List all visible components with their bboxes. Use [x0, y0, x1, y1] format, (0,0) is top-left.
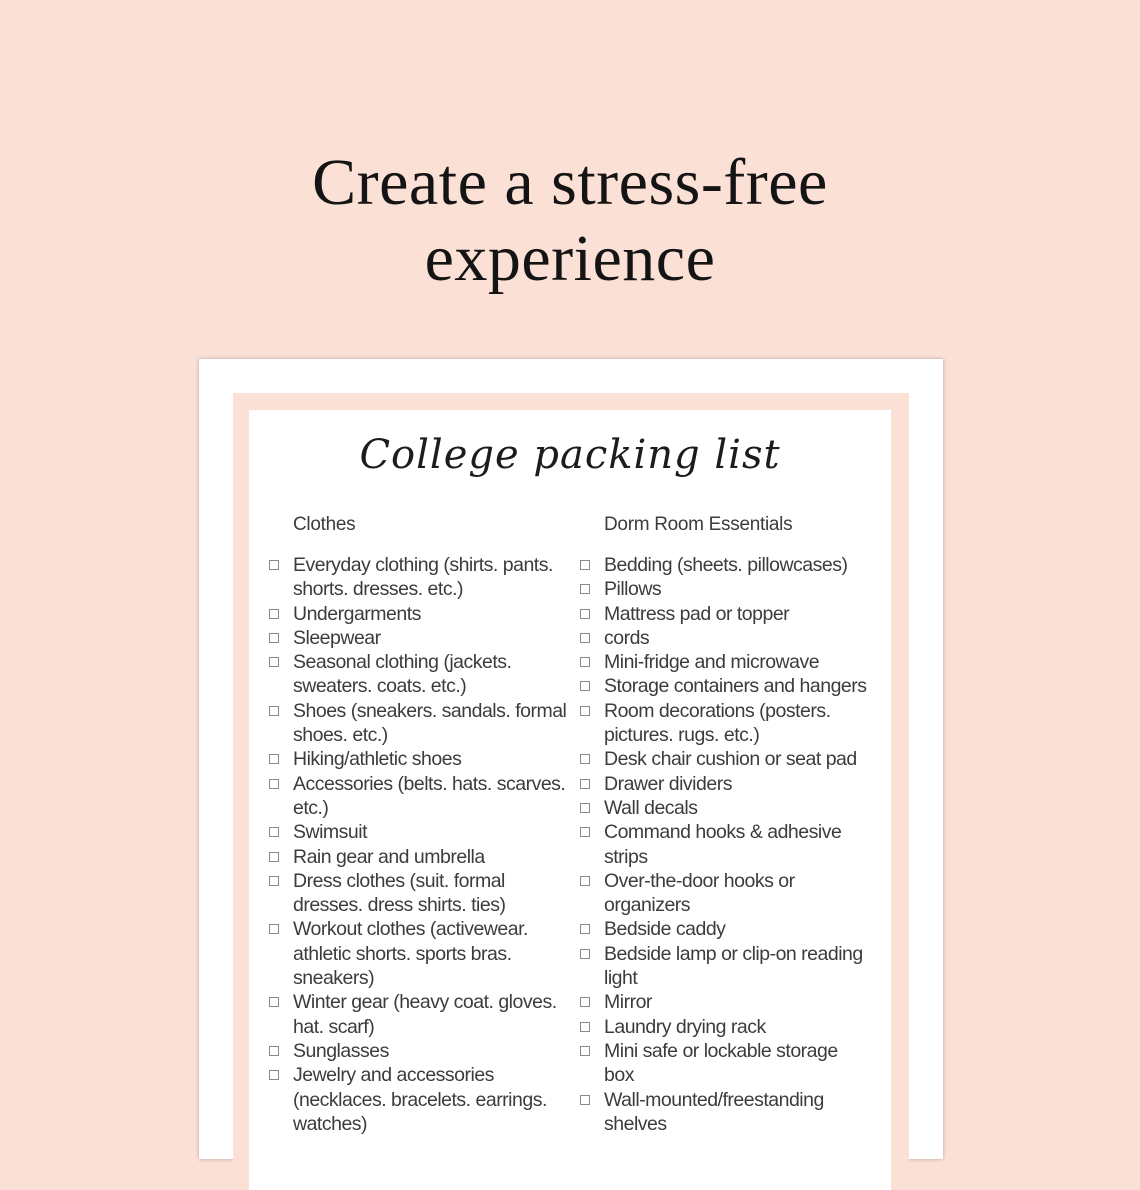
clothes-item	[267, 626, 557, 650]
checkbox-icon[interactable]	[580, 1046, 590, 1056]
dorm-item	[578, 626, 868, 650]
dorm-item-text: light	[604, 967, 638, 990]
checkbox-icon[interactable]	[269, 876, 279, 886]
dorm-item-text: strips	[604, 845, 648, 868]
clothes-item	[267, 553, 557, 602]
clothes-item	[267, 699, 567, 748]
clothes-item-text: watches)	[293, 1112, 368, 1135]
checkbox-icon[interactable]	[580, 779, 590, 789]
clothes-item	[267, 1039, 557, 1063]
clothes-item-text: etc.)	[293, 796, 329, 819]
dorm-item-text: Wall-mounted/freestanding	[604, 1088, 824, 1111]
dorm-item-text: Mirror	[604, 991, 652, 1014]
clothes-item-text: Shoes (sneakers. sandals. formal	[293, 699, 567, 722]
dorm-heading: Dorm Room Essentials	[604, 514, 793, 535]
checkbox-icon[interactable]	[580, 657, 590, 667]
headline-line-1: Create a stress-free	[312, 146, 828, 219]
clothes-item	[267, 869, 557, 918]
clothes-item-text: Workout clothes (activewear.	[293, 918, 528, 941]
checkbox-icon[interactable]	[580, 949, 590, 959]
clothes-item-text: shorts. dresses. etc.)	[293, 578, 463, 601]
dorm-item-text: Room decorations (posters.	[604, 699, 831, 722]
clothes-item-text: Winter gear (heavy coat. gloves.	[293, 991, 557, 1014]
checkbox-icon[interactable]	[580, 1095, 590, 1105]
dorm-list	[578, 553, 868, 1136]
clothes-item-text: shoes. etc.)	[293, 724, 388, 747]
clothes-item	[267, 747, 557, 771]
dorm-item-text: Mini-fridge and microwave	[604, 651, 820, 674]
dorm-item-text: Over-the-door hooks or	[604, 869, 795, 892]
clothes-item-text: Hiking/athletic shoes	[293, 748, 462, 771]
dorm-item	[578, 1015, 868, 1039]
clothes-item-text: Jewelry and accessories	[293, 1064, 494, 1087]
clothes-item-text: Dress clothes (suit. formal	[293, 869, 505, 892]
dorm-item-text: Bedside caddy	[604, 918, 726, 941]
checkbox-icon[interactable]	[269, 1070, 279, 1080]
checkbox-icon[interactable]	[269, 924, 279, 934]
checkbox-icon[interactable]	[580, 997, 590, 1007]
dorm-item-text: Wall decals	[604, 796, 698, 819]
clothes-item-text: Accessories (belts. hats. scarves.	[293, 772, 566, 795]
checkbox-icon[interactable]	[580, 876, 590, 886]
clothes-item	[267, 820, 557, 844]
dorm-item	[578, 602, 868, 626]
clothes-item	[267, 602, 557, 626]
headline-line-2: experience	[424, 222, 716, 295]
dorm-item	[578, 674, 868, 698]
clothes-item-text: sneakers)	[293, 967, 375, 990]
clothes-item-text: Rain gear and umbrella	[293, 845, 485, 868]
checkbox-icon[interactable]	[269, 779, 279, 789]
checkbox-icon[interactable]	[269, 827, 279, 837]
clothes-item-text: Seasonal clothing (jackets.	[293, 651, 512, 674]
dorm-item-text: cords	[604, 626, 650, 649]
dorm-column	[578, 513, 868, 1136]
dorm-item-text: Command hooks & adhesive	[604, 821, 842, 844]
clothes-item	[267, 845, 557, 869]
dorm-item-text: shelves	[604, 1112, 667, 1135]
clothes-item-text: Swimsuit	[293, 821, 368, 844]
dorm-item-text: box	[604, 1064, 634, 1087]
dorm-item-text: Storage containers and hangers	[604, 675, 867, 698]
checkbox-icon[interactable]	[269, 657, 279, 667]
checkbox-icon[interactable]	[269, 633, 279, 643]
dorm-item-text: Mini safe or lockable storage	[604, 1039, 838, 1062]
headline	[0, 145, 1140, 297]
clothes-item-text: Sunglasses	[293, 1039, 389, 1062]
clothes-item	[267, 650, 557, 699]
dorm-item-text: Desk chair cushion or seat pad	[604, 748, 857, 771]
clothes-item-text: Sleepwear	[293, 626, 381, 649]
clothes-item	[267, 1063, 557, 1136]
checkbox-icon[interactable]	[269, 609, 279, 619]
clothes-column	[267, 513, 567, 1136]
dorm-item-text: Bedding (sheets. pillowcases)	[604, 554, 848, 576]
checkbox-icon[interactable]	[580, 609, 590, 619]
checkbox-icon[interactable]	[580, 706, 590, 716]
clothes-item	[267, 917, 557, 990]
packing-list-sheet	[199, 359, 943, 1159]
clothes-list	[267, 553, 567, 1136]
dorm-item	[578, 820, 868, 869]
sheet-border	[233, 393, 909, 1173]
dorm-item-text: Mattress pad or topper	[604, 602, 790, 625]
dorm-item	[578, 772, 868, 796]
clothes-item-text: Everyday clothing (shirts. pants.	[293, 554, 553, 576]
checkbox-icon[interactable]	[580, 584, 590, 594]
list-title: College packing list	[359, 432, 781, 478]
dorm-item-text: Bedside lamp or clip-on reading	[604, 942, 863, 965]
sheet-content	[249, 410, 891, 1190]
dorm-item-text: Drawer dividers	[604, 772, 732, 795]
checkbox-icon[interactable]	[269, 706, 279, 716]
dorm-item-text: pictures. rugs. etc.)	[604, 724, 760, 747]
checkbox-icon[interactable]	[580, 1022, 590, 1032]
dorm-item	[578, 747, 868, 771]
checkbox-icon[interactable]	[580, 633, 590, 643]
checkbox-icon[interactable]	[269, 997, 279, 1007]
dorm-item	[578, 1088, 868, 1137]
dorm-item-text: organizers	[604, 894, 691, 917]
checkbox-icon[interactable]	[269, 754, 279, 764]
checkbox-icon[interactable]	[269, 560, 279, 570]
checkbox-icon[interactable]	[269, 1046, 279, 1056]
dorm-item	[578, 942, 868, 991]
checkbox-icon[interactable]	[580, 560, 590, 570]
clothes-item	[267, 772, 566, 821]
checkbox-icon[interactable]	[580, 827, 590, 837]
checkbox-icon[interactable]	[580, 681, 590, 691]
dorm-item	[578, 990, 868, 1014]
checkbox-icon[interactable]	[580, 754, 590, 764]
clothes-item-text: hat. scarf)	[293, 1015, 375, 1038]
dorm-item-text: Pillows	[604, 578, 662, 601]
clothes-item-text: dresses. dress shirts. ties)	[293, 894, 506, 917]
clothes-item	[267, 990, 557, 1039]
dorm-item	[578, 796, 868, 820]
dorm-item	[578, 869, 868, 918]
clothes-item-text: athletic shorts. sports bras.	[293, 942, 512, 965]
dorm-item	[578, 650, 868, 674]
clothes-item-text: Undergarments	[293, 602, 421, 625]
dorm-item	[578, 1039, 868, 1088]
dorm-item	[578, 577, 868, 601]
dorm-item	[578, 553, 868, 577]
checkbox-icon[interactable]	[580, 924, 590, 934]
checkbox-icon[interactable]	[580, 803, 590, 813]
clothes-item-text: sweaters. coats. etc.)	[293, 675, 467, 698]
clothes-item-text: (necklaces. bracelets. earrings.	[293, 1088, 547, 1111]
dorm-item	[578, 699, 868, 748]
clothes-heading: Clothes	[293, 514, 356, 535]
dorm-item-text: Laundry drying rack	[604, 1015, 766, 1038]
checkbox-icon[interactable]	[269, 852, 279, 862]
dorm-item	[578, 917, 868, 941]
